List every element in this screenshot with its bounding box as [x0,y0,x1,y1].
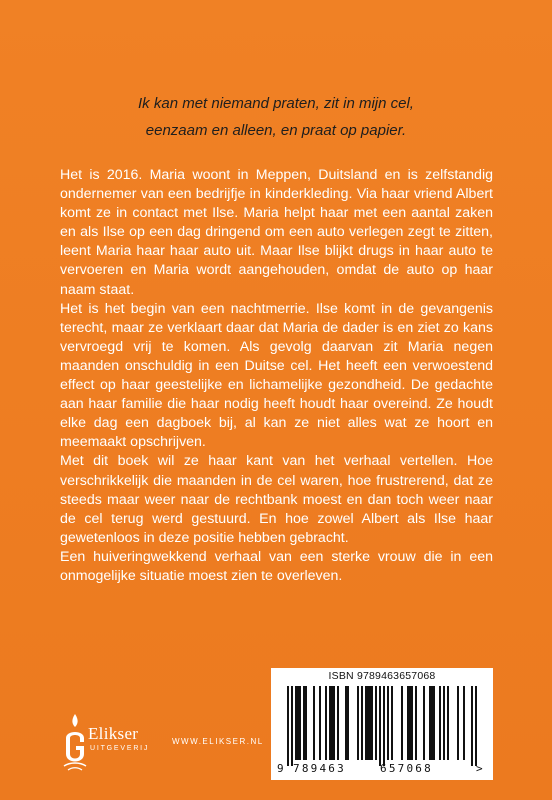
publisher-logo [60,712,180,774]
barcode-bar [319,686,321,760]
barcode-bar [375,686,377,760]
barcode-bar [325,686,327,760]
barcode-bar [371,686,373,760]
blurb-text [60,166,493,586]
barcode-bar [329,686,331,760]
blurb-paragraph-4: Een huiveringwekkend verhaal van een sterke vrouw die in een onmogelijke situatie moest zien te overleven. [60,548,493,584]
barcode-bar [475,686,477,766]
barcode-bar [337,686,339,760]
barcode-bar [433,686,435,760]
barcode-bar [423,686,425,760]
barcode-bar [357,686,359,760]
barcode-bar [411,686,413,760]
barcode-bar [439,686,441,760]
publisher-website: WWW.ELIKSER.NL [172,737,264,746]
barcode-bar [447,686,449,760]
barcode-bar [313,686,315,760]
barcode-digit-first: 9 [277,762,284,775]
barcode-bar [429,686,431,760]
barcode-bar [331,686,333,760]
barcode-bar [391,686,393,760]
cover-quote [60,90,492,144]
barcode-bar [305,686,307,760]
barcode-bar [361,686,363,760]
barcode-digits-left: 789463 [293,762,346,775]
barcode-bar [295,686,297,760]
blurb-paragraph-2: Het is het begin van een nachtmerrie. Ilse komt in de gevangenis terecht, maar ze verklaart daar dat Maria de dader is en ziet zo kans vervroegd vrij te komen. Als gevolg daarvan zit Maria negen maanden onschuldig in een Duitse cel. Het heeft een verwoestend effect op haar geestelijke en lichamelijke gezondheid. De gedachte aan haar familie die haar nodig heeft houdt haar overeind. Ze houdt elke dag een dagboek bij, al kan ze niet alles wat ze hoort en meemaakt opschrijven. [60,300,493,451]
barcode-bar [415,686,417,760]
barcode-bar [333,686,335,760]
barcode-bar [463,686,465,760]
quote-line-1: Ik kan met niemand praten, zit in mijn cel, [138,95,414,112]
barcode-digits-right: 657068 [380,762,433,775]
blurb-paragraph-1: Het is 2016. Maria woont in Meppen, Duitsland en is zelfstandig ondernemer van een bedrijfje in kinderkleding. Via haar vriend Albert komt ze in contact met Ilse. Maria helpt haar met een aantal zaken en als Ilse op een dag dringend om een auto verlegen zegt te zitten, leent Maria haar haar auto uit. Maar Ilse blijkt drugs in haar auto te vervoeren en Maria wordt aangehouden, omdat de auto op haar naam staat. [60,167,493,298]
barcode-bar [287,686,289,766]
blurb-paragraph-3: Met dit boek wil ze haar kant van het verhaal vertellen. Hoe verschrikkelijk die maanden in de cel waren, hoe frustrerend, dat ze steeds maar weer naar de rechtbank moest en dan toch weer naar de cel terug werd gestuurd. En hoe zowel Albert als Ilse haar gewetenloos in deze positie hebben gebracht. [60,453,493,546]
quote-line-2: eenzaam en alleen, en praat op papier. [145,122,407,139]
barcode-bar [303,686,305,760]
barcode-bar [369,686,371,760]
barcode-bar [291,686,293,766]
barcode-bar [409,686,411,760]
barcode-bar [401,686,403,760]
publisher-subtitle: UITGEVERIJ [90,745,150,752]
barcode-bar [387,686,389,760]
barcode-bar [383,686,385,766]
barcode-arrow: > [476,762,483,775]
barcode-bar [457,686,459,760]
barcode-bar [407,686,409,760]
barcode-bar [443,686,445,760]
isbn-barcode-box [271,668,493,780]
barcode-bar [297,686,299,760]
barcode-bar [471,686,473,766]
barcode-bar [345,686,347,760]
barcode-bar [299,686,301,760]
isbn-label: ISBN 9789463657068 [328,670,436,682]
elikser-emblem-icon [60,712,90,772]
barcode-bar [379,686,381,766]
barcode-bar [367,686,369,760]
barcode-bar [365,686,367,760]
publisher-name: Elikser [88,724,139,743]
barcode-bar [431,686,433,760]
barcode-bar [347,686,349,760]
